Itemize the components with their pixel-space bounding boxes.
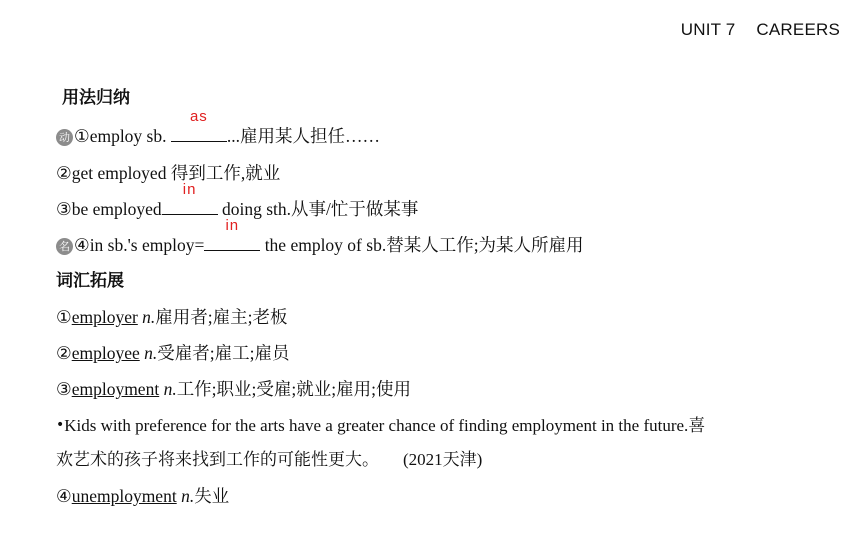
vocab-num: ④ [56, 486, 72, 506]
usage-line-4-meaning: the employ of sb.替某人工作;为某人所雇用 [260, 235, 584, 255]
unit-label: UNIT 7 [680, 20, 736, 39]
vocab-item-unemployment [56, 485, 229, 507]
answer-3: in [225, 217, 240, 234]
vocab-item-employer [56, 306, 288, 328]
vocab-item-employee [56, 342, 289, 364]
answer-1: as [189, 108, 208, 125]
vocab-pos: n. [163, 379, 177, 399]
answer-blank-2 [162, 181, 218, 215]
page-header [681, 20, 840, 40]
bullet-icon: • [56, 417, 65, 433]
vocab-meaning: 工作;职业;受雇;就业;雇用;使用 [176, 379, 411, 399]
example-sentence-translation: 欢艺术的孩子将来找到工作的可能性更大。 [56, 450, 379, 469]
example-sentence-line-1 [56, 414, 705, 437]
answer-blank-1 [171, 108, 227, 142]
example-sentence-line-2 [56, 449, 482, 471]
example-sentence-text: Kids with preference for the arts have a greater chance of finding employment in the future.喜 [64, 416, 706, 435]
vocab-meaning: 失业 [194, 486, 230, 506]
vocab-word: employee [71, 343, 140, 363]
vocab-pos: n. [181, 486, 195, 506]
usage-line-1-text: ①employ sb. [74, 126, 171, 146]
usage-line-2: ②get employed 得到工作,就业 [56, 163, 281, 183]
answer-2: in [182, 181, 197, 198]
usage-line-3-text: ③be employed [56, 199, 162, 219]
vocab-word: employer [71, 307, 138, 327]
vocab-num: ② [56, 343, 72, 363]
verb-badge-icon: 动 [56, 129, 73, 146]
usage-heading: 用法归纳 [62, 88, 130, 107]
vocab-pos: n. [144, 343, 158, 363]
vocab-meaning: 受雇者;雇工;雇员 [157, 343, 290, 363]
vocab-num: ③ [56, 379, 72, 399]
vocab-meaning: 雇用者;雇主;老板 [155, 307, 288, 327]
usage-line-1 [56, 108, 380, 147]
vocab-pos: n. [142, 307, 156, 327]
vocab-num: ① [56, 307, 72, 327]
example-source: (2021天津) [403, 450, 483, 469]
vocab-word: unemployment [71, 486, 177, 506]
unit-title: CAREERS [756, 20, 840, 39]
usage-line-4 [56, 217, 584, 256]
vocab-heading: 词汇拓展 [56, 271, 124, 290]
usage-line-1-meaning: ...雇用某人担任…… [226, 126, 380, 146]
usage-line-4-text: ④in sb.'s employ= [74, 235, 205, 255]
noun-badge-icon: 名 [56, 238, 73, 255]
vocab-word: employment [71, 379, 160, 399]
answer-blank-3 [204, 217, 260, 251]
usage-line-3-meaning: doing sth.从事/忙于做某事 [217, 199, 419, 219]
vocab-item-employment [56, 378, 411, 400]
